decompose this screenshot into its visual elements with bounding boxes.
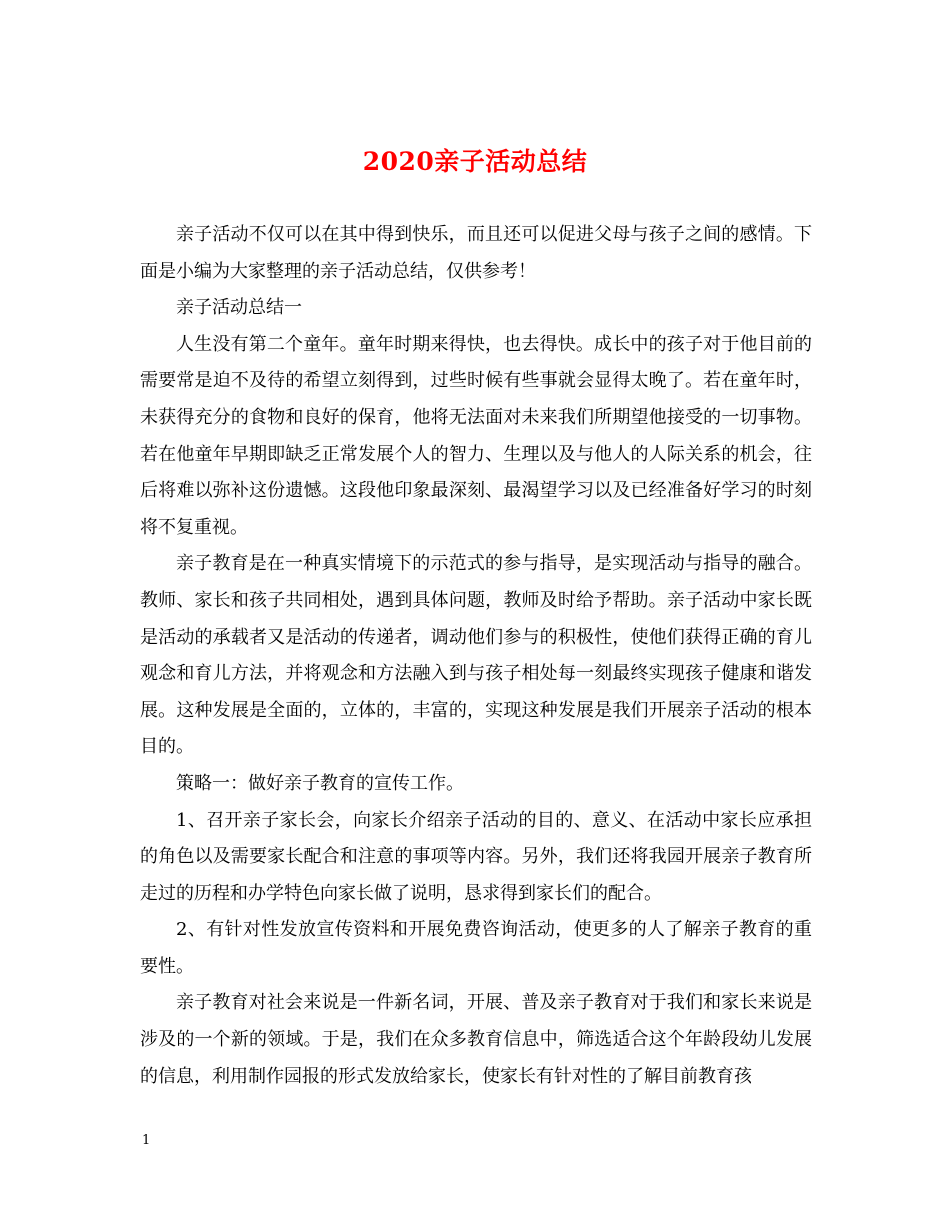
paragraph: 亲子教育对社会来说是一件新名词，开展、普及亲子教育对于我们和家长来说是涉及的一个新的领域。于是，我们在众多教育信息中，筛选适合这个年龄段幼儿发展的信息，利用制作园报的形式发放给家长，使家长有针对性的了解目前教育孩 (140, 992, 812, 1087)
document-title: 2020亲子活动总结 (362, 147, 588, 176)
list-item: 1、召开亲子家长会，向家长介绍亲子活动的目的、意义、在活动中家长应承担的角色以及需要家长配合和注意的事项等内容。另外，我们还将我园开展亲子教育所走过的历程和办学特色向家长做了说明，恳求得到家长们的配合。 (140, 809, 812, 904)
strategy-heading: 策略一：做好亲子教育的宣传工作。 (176, 772, 464, 794)
section-heading: 亲子活动总结一 (176, 297, 302, 319)
paragraph-intro: 亲子活动不仅可以在其中得到快乐，而且还可以促进父母与孩子之间的感情。下面是小编为大家整理的亲子活动总结，仅供参考！ (140, 224, 812, 282)
paragraph: 亲子教育是在一种真实情境下的示范式的参与指导，是实现活动与指导的融合。教师、家长和孩子共同相处，遇到具体问题，教师及时给予帮助。亲子活动中家长既是活动的承载者又是活动的传递者，调动他们参与的积极性，使他们获得正确的育儿观念和育儿方法，并将观念和方法融入到与孩子相处每一刻最终实现孩子健康和谐发展。这种发展是全面的，立体的，丰富的，实现这种发展是我们开展亲子活动的根本目的。 (140, 553, 812, 758)
page-number: 1 (142, 1133, 151, 1148)
document-body (140, 217, 812, 1095)
paragraph: 人生没有第二个童年。童年时期来得快，也去得快。成长中的孩子对于他目前的需要常是迫不及待的希望立刻得到，过些时候有些事就会显得太晚了。若在童年时，未获得充分的食物和良好的保育，他将无法面对未来我们所期望他接受的一切事物。若在他童年早期即缺乏正常发展个人的智力、生理以及与他人的人际关系的机会，往后将难以弥补这份遗憾。这段他印象最深刻、最渴望学习以及已经准备好学习的时刻将不复重视。 (140, 333, 812, 538)
list-item: 2、有针对性发放宣传资料和开展免费咨询活动，使更多的人了解亲子教育的重要性。 (140, 919, 812, 977)
